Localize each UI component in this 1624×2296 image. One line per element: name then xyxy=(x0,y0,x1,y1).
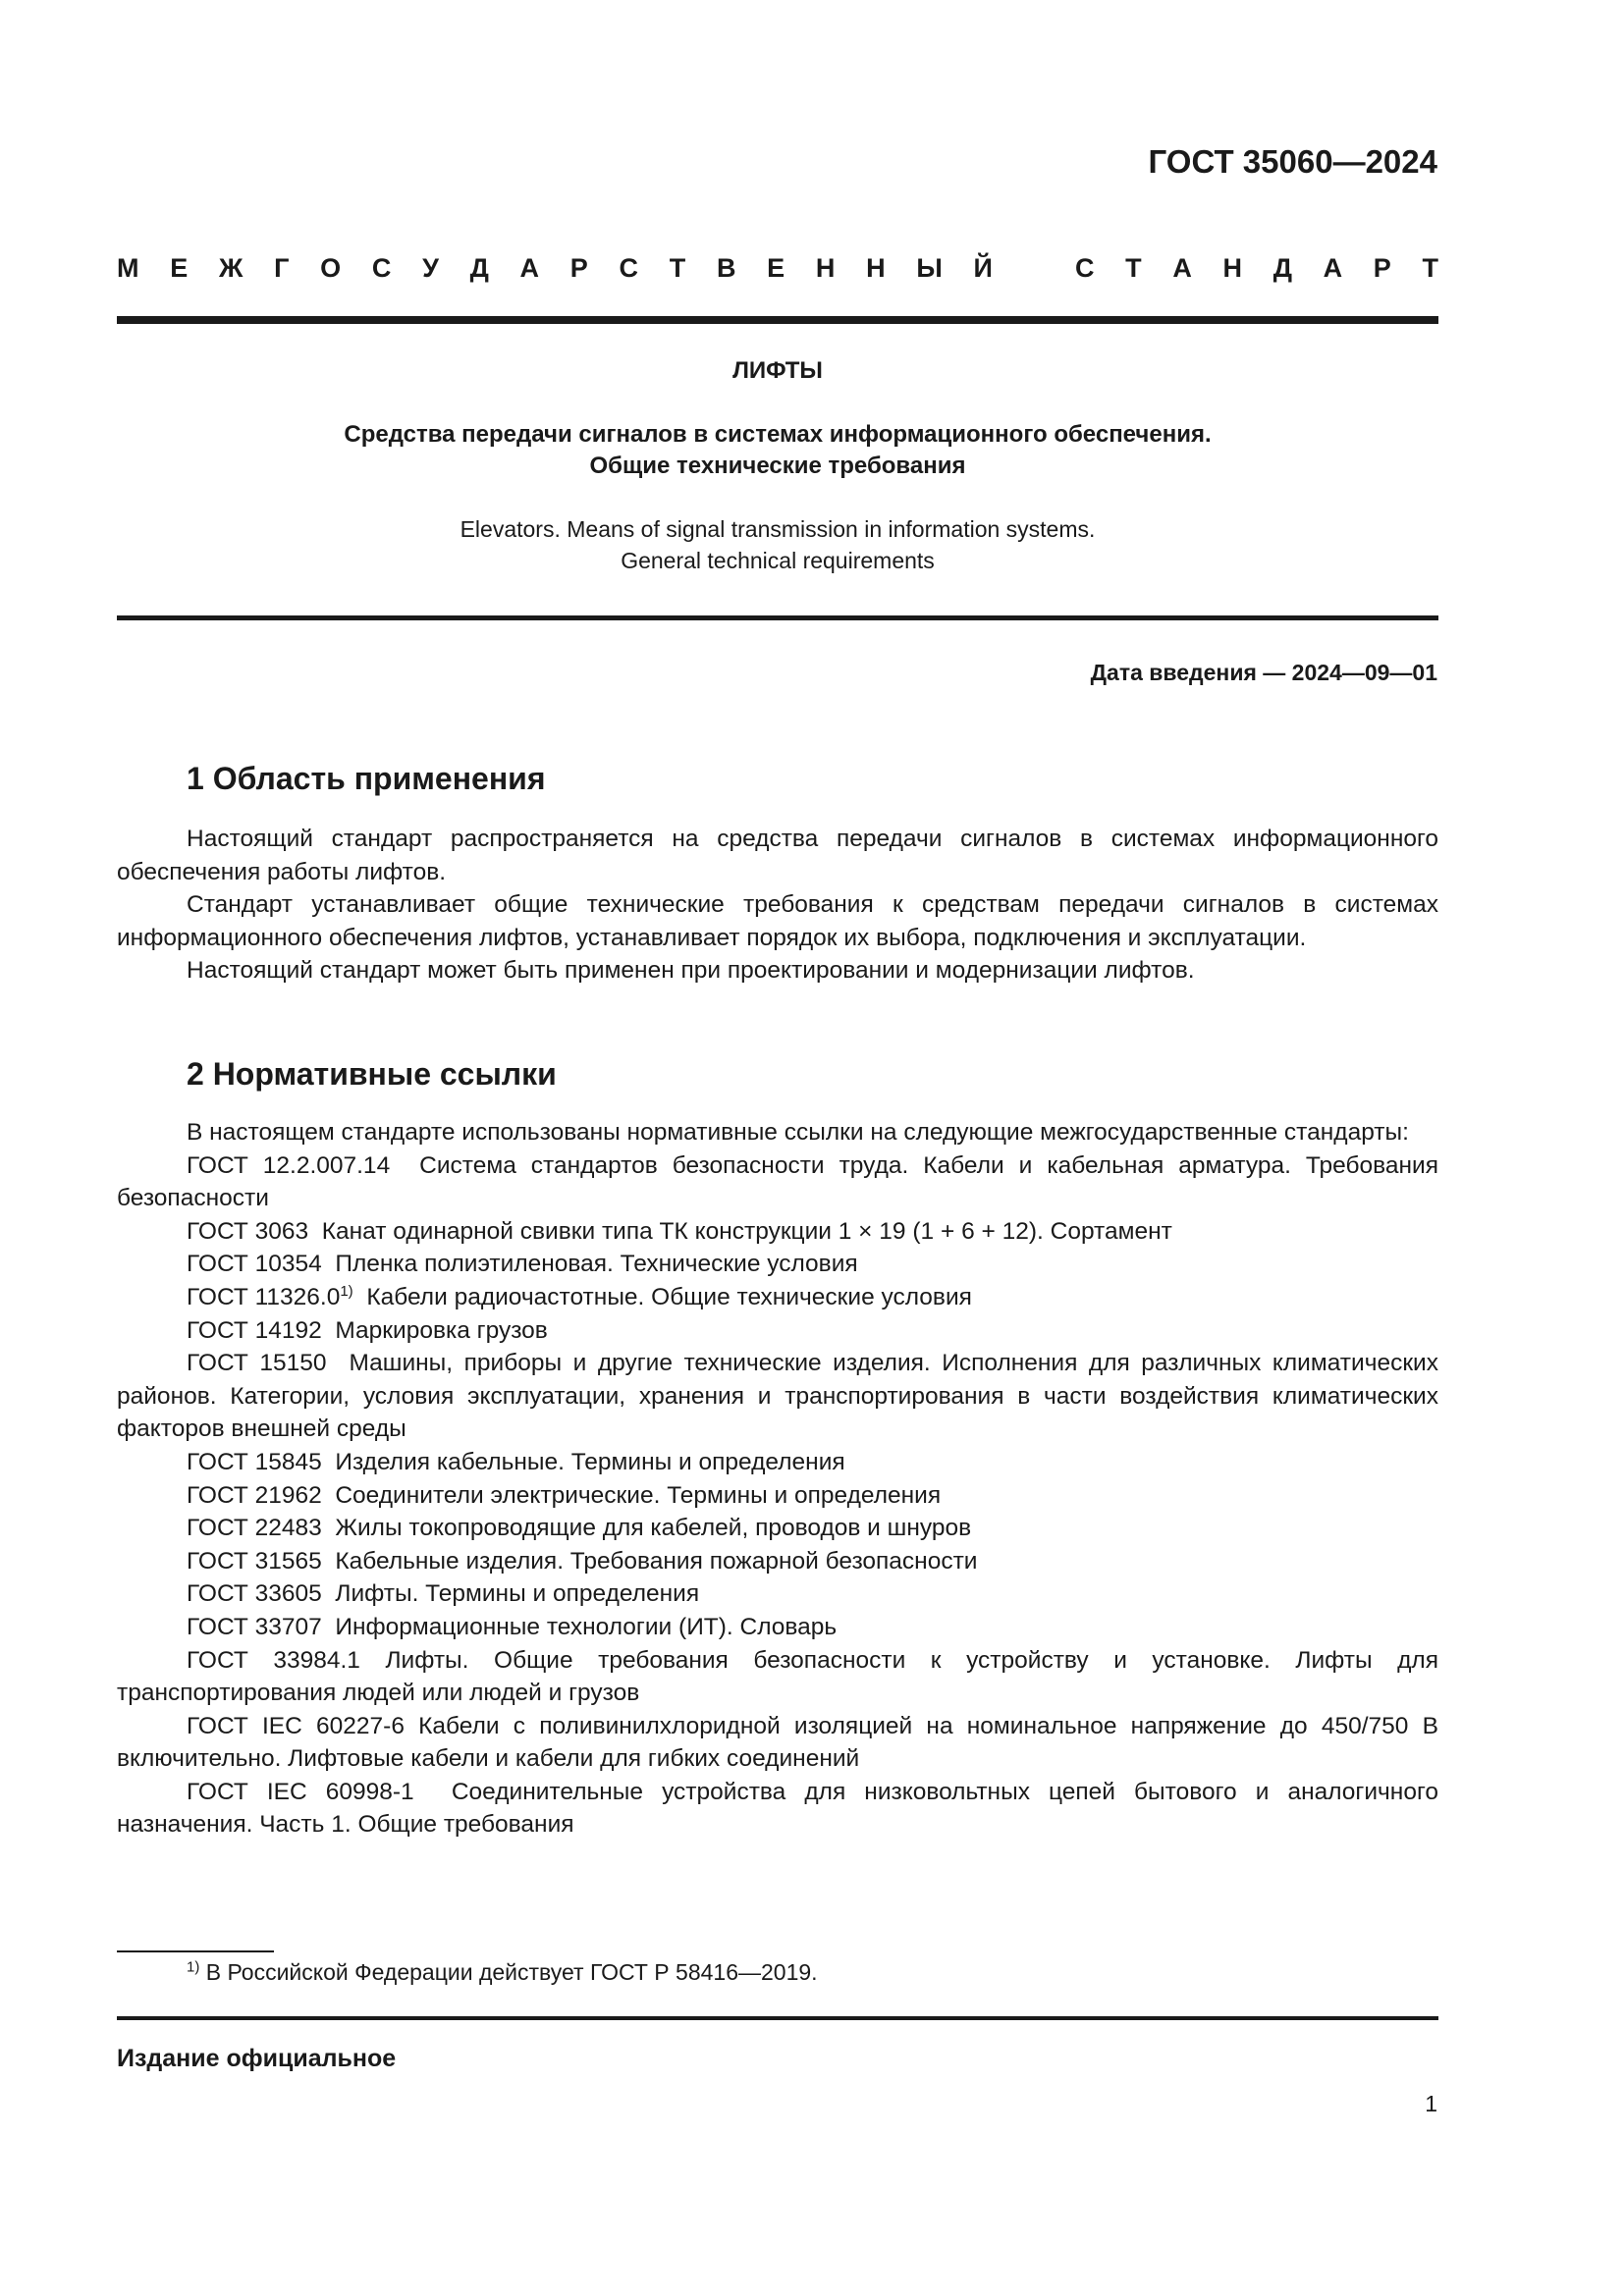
reference-item: ГОСТ IEC 60998-1 Соединительные устройства для низковольтных цепей бытового и аналогичного назначения. Часть 1. Общие требования xyxy=(117,1778,1438,1839)
standard-code: ГОСТ 35060—2024 xyxy=(1148,143,1437,180)
page-number: 1 xyxy=(1425,2091,1437,2116)
banner-word-standard: С Т А Н Д А Р Т xyxy=(1075,253,1438,283)
section-1-body xyxy=(117,823,1438,988)
footnote-marker: 1) xyxy=(340,1282,353,1300)
reference-item: ГОСТ 33605 Лифты. Термины и определения xyxy=(187,1580,700,1608)
title-subtitle-ru: Средства передачи сигналов в системах информационного обеспечения. Общие технические требования xyxy=(344,421,1212,479)
top-divider xyxy=(117,316,1438,324)
footnote-mark: 1) xyxy=(187,1958,200,1976)
title-divider xyxy=(117,615,1438,620)
reference-item: ГОСТ 15845 Изделия кабельные. Термины и определения xyxy=(187,1448,845,1475)
paragraph: Стандарт устанавливает общие технические требования к средствам передачи сигналов в системах информационного обеспечения лифтов, устанавливает порядок их выбора, подключения и эксплуатации. xyxy=(117,891,1438,951)
paragraph: Настоящий стандарт может быть применен при проектировании и модернизации лифтов. xyxy=(187,957,1195,985)
title-english: Elevators. Means of signal transmission in information systems. General technical requirements xyxy=(460,516,1096,573)
official-edition-label: Издание официальное xyxy=(117,2045,397,2072)
reference-item: ГОСТ 21962 Соединители электрические. Термины и определения xyxy=(187,1481,942,1509)
footnote-divider xyxy=(117,1950,274,1952)
reference-item: ГОСТ IEC 60227-6 Кабели с поливинилхлоридной изоляцией на номинальное напряжение до 450/750 В включительно. Лифтовые кабели и кабели для гибких соединений xyxy=(117,1712,1438,1773)
date-of-introduction: Дата введения — 2024—09—01 xyxy=(1090,660,1437,685)
reference-item: ГОСТ 33707 Информационные технологии (ИТ). Словарь xyxy=(187,1613,838,1640)
reference-item: ГОСТ 12.2.007.14 Система стандартов безопасности труда. Кабели и кабельная арматура. Требования безопасности xyxy=(117,1151,1438,1212)
reference-item: ГОСТ 14192 Маркировка грузов xyxy=(187,1316,548,1344)
paragraph: В настоящем стандарте использованы нормативные ссылки на следующие межгосударственные стандарты: xyxy=(187,1119,1409,1146)
title-main: ЛИФТЫ xyxy=(732,357,823,384)
reference-item: ГОСТ 22483 Жилы токопроводящие для кабелей, проводов и шнуров xyxy=(187,1515,972,1542)
reference-item: ГОСТ 3063 Канат одинарной свивки типа ТК конструкции 1 × 19 (1 + 6 + 12). Сортамент xyxy=(187,1217,1172,1245)
reference-item: ГОСТ 10354 Пленка полиэтиленовая. Технические условия xyxy=(187,1251,858,1278)
section-1-heading: 1 Область применения xyxy=(187,761,546,796)
section-2-body xyxy=(117,1116,1438,1842)
banner-word-interstate: М Е Ж Г О С У Д А Р С Т В Е Н Н Ы Й xyxy=(117,253,993,283)
interstate-standard-banner xyxy=(117,253,1438,284)
footer-divider xyxy=(117,2016,1438,2020)
reference-item: ГОСТ 31565 Кабельные изделия. Требования пожарной безопасности xyxy=(187,1547,978,1575)
reference-item: ГОСТ 11326.0$^{1)}$ Кабели радиочастотные. Общие технические условия xyxy=(187,1282,972,1310)
section-2-heading: 2 Нормативные ссылки xyxy=(187,1056,557,1092)
paragraph: Настоящий стандарт распространяется на средства передачи сигналов в системах информационного обеспечения работы лифтов. xyxy=(117,826,1438,885)
footnote: $^{1)}$ В Российской Федерации действует ГОСТ Р 58416—2019. xyxy=(187,1958,818,1985)
reference-item: ГОСТ 15150 Машины, приборы и другие технические изделия. Исполнения для различных климатических районов. Категории, условия эксплуатации, хранения и транспортирования в части воздействия климатических факторов внешней среды xyxy=(117,1350,1438,1443)
reference-item: ГОСТ 33984.1 Лифты. Общие требования безопасности к устройству и установке. Лифты для транспортирования людей или людей и грузов xyxy=(117,1646,1438,1707)
